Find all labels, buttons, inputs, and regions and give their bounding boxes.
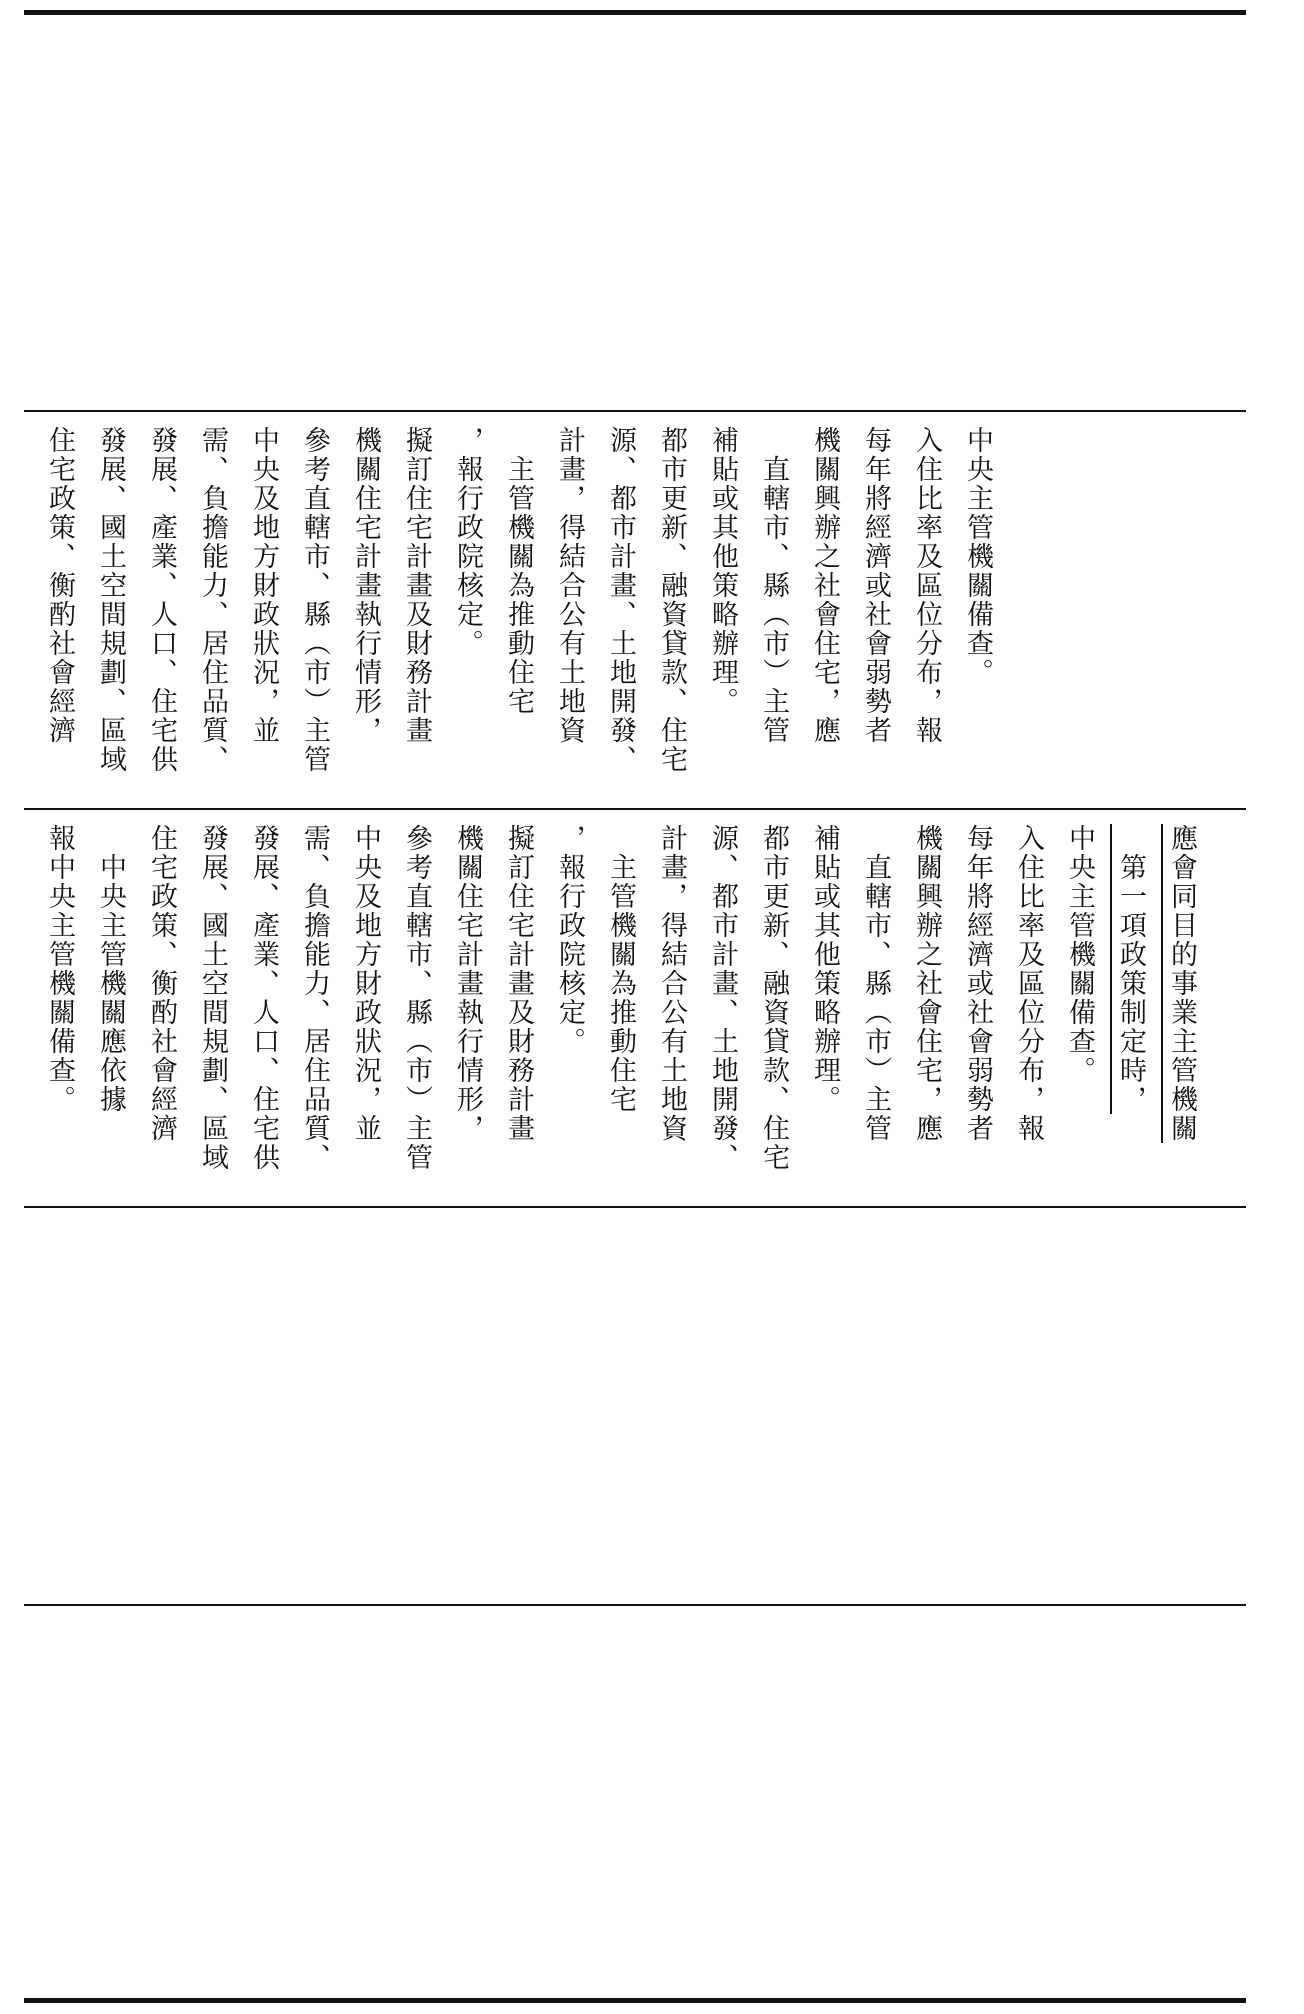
- amended-text-line: 應會同目的事業主管機關: [1166, 824, 1197, 1143]
- text-line: 擬訂住宅計畫及財務計畫: [401, 426, 432, 745]
- text-line: 住宅政策、衡酌社會經濟: [44, 426, 75, 745]
- text-line: 源、都市計畫、土地開發、: [605, 426, 636, 774]
- text-line: 發展、國土空間規劃、區域: [95, 426, 126, 774]
- text-line: ，報行政院核定。: [452, 426, 483, 658]
- text-line: 機關住宅計畫執行情形，: [452, 824, 483, 1143]
- text-line: 源、都市計畫、土地開發、: [707, 824, 738, 1172]
- text-line: 中央及地方財政狀況，並: [350, 824, 381, 1143]
- text-line: 直轄市、縣（市）主管: [860, 824, 891, 1143]
- row-divider-3: [24, 1206, 1246, 1208]
- text-line: 直轄市、縣（市）主管: [758, 426, 789, 745]
- text-line: 參考直轄市、縣（市）主管: [401, 824, 432, 1172]
- text-line: 需、負擔能力、居住品質、: [197, 426, 228, 774]
- text-line: 機關興辦之社會住宅，應: [809, 426, 840, 745]
- text-line: 計畫，得結合公有土地資: [656, 824, 687, 1143]
- text-line: 每年將經濟或社會弱勢者: [962, 824, 993, 1143]
- text-line: 擬訂住宅計畫及財務計畫: [503, 824, 534, 1143]
- text-line: 都市更新、融資貸款、住宅: [656, 426, 687, 774]
- text-line: 每年將經濟或社會弱勢者: [860, 426, 891, 745]
- amended-text-line: 第一項政策制定時，: [1115, 824, 1146, 1114]
- text-line: 中央及地方財政狀況，並: [248, 426, 279, 745]
- text-line: 發展、國土空間規劃、區域: [197, 824, 228, 1172]
- text-line: ，報行政院核定。: [554, 824, 585, 1056]
- text-line: 補貼或其他策略辦理。: [707, 426, 738, 716]
- text-line: 住宅政策、衡酌社會經濟: [146, 824, 177, 1143]
- text-line: 主管機關為推動住宅: [605, 824, 636, 1114]
- top-border-rule: [24, 10, 1246, 15]
- original-text-section: [24, 810, 1246, 1206]
- bottom-border-rule: [24, 1998, 1246, 2003]
- text-line: 入住比率及區位分布，報: [911, 426, 942, 745]
- text-line: 補貼或其他策略辦理。: [809, 824, 840, 1114]
- amended-text-section: [24, 412, 1246, 808]
- text-line: 需、負擔能力、居住品質、: [299, 824, 330, 1172]
- text-line: 主管機關為推動住宅: [503, 426, 534, 716]
- text-line: 參考直轄市、縣（市）主管: [299, 426, 330, 774]
- text-line: 機關興辦之社會住宅，應: [911, 824, 942, 1143]
- text-line: 機關住宅計畫執行情形，: [350, 426, 381, 745]
- text-line: 報中央主管機關備查。: [44, 824, 75, 1114]
- text-line: 入住比率及區位分布，報: [1013, 824, 1044, 1143]
- row-divider-4: [24, 1604, 1246, 1606]
- text-line: 中央主管機關應依據: [95, 824, 126, 1114]
- text-line: 發展、產業、人口、住宅供: [146, 426, 177, 774]
- text-line: 都市更新、融資貸款、住宅: [758, 824, 789, 1172]
- text-line: 中央主管機關備查。: [1064, 824, 1095, 1085]
- text-line: 中央主管機關備查。: [962, 426, 993, 687]
- text-line: 發展、產業、人口、住宅供: [248, 824, 279, 1172]
- text-line: 計畫，得結合公有土地資: [554, 426, 585, 745]
